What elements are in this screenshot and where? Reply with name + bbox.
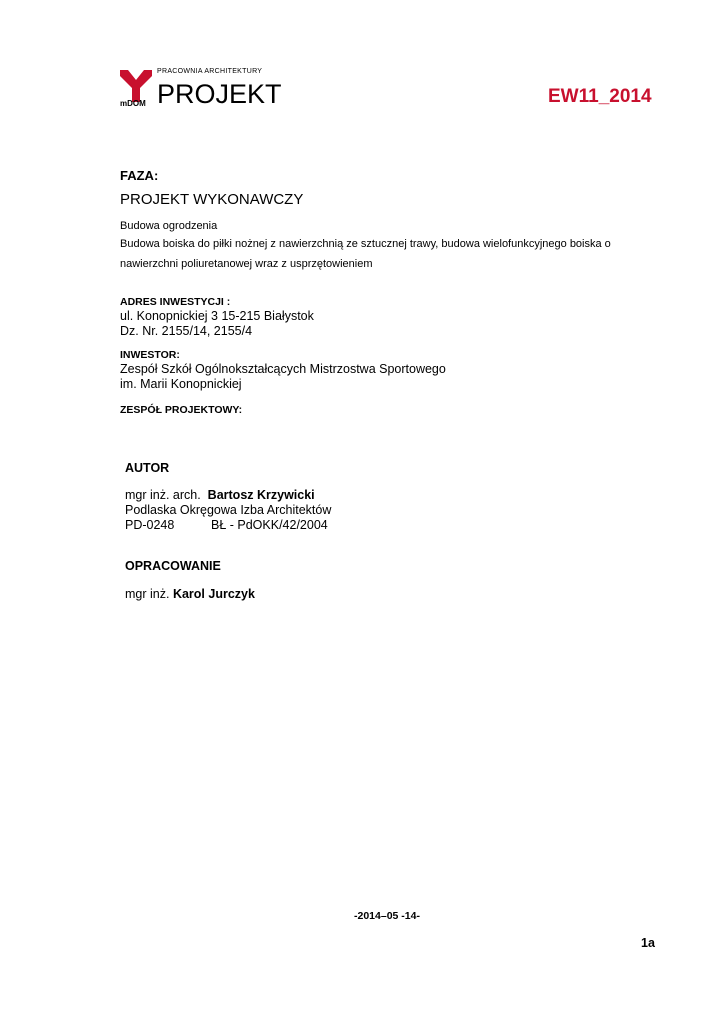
investor-line-1: Zespół Szkół Ogólnokształcących Mistrzostwa Sportowego [120,362,446,376]
author-chamber: Podlaska Okręgowa Izba Architektów [125,503,332,517]
author-name-line [125,488,315,502]
scope-line-1: Budowa ogrodzenia [120,220,218,232]
scope-line-2: Budowa boiska do piłki nożnej z nawierzchnią ze sztucznej trawy, budowa wielofunkcyjnego boiska o [120,238,611,250]
team-label: ZESPÓŁ PROJEKTOWY: [120,404,243,416]
author-title: mgr inż. arch. [125,488,201,502]
document-date: -2014–05 -14- [354,910,420,922]
prepared-heading: OPRACOWANIE [125,559,221,573]
prepared-title: mgr inż. [125,587,170,601]
scope-line-3: nawierzchni poliuretanowej wraz z usprzętowieniem [120,258,373,270]
phase-label: FAZA: [120,168,159,183]
document-code: EW11_2014 [548,86,652,107]
address-label: ADRES INWESTYCJI : [120,296,231,308]
logo-name: PROJEKT [157,79,282,109]
prepared-name-line [125,587,255,601]
author-heading: AUTOR [125,461,170,475]
investor-line-2: im. Marii Konopnickiej [120,377,242,391]
address-line-2: Dz. Nr. 2155/14, 2155/4 [120,324,253,338]
author-license: BŁ - PdOKK/42/2004 [211,518,328,532]
logo-mark-shape [120,70,152,102]
logo-small-text: mDOM [120,99,146,108]
prepared-name: Karol Jurczyk [172,587,255,601]
logo-subtitle: PRACOWNIA ARCHITEKTURY [157,68,263,75]
logo-mark-icon [120,70,152,102]
address-line-1: ul. Konopnickiej 3 15-215 Białystok [120,309,314,323]
investor-label: INWESTOR: [120,349,180,361]
phase-value: PROJEKT WYKONAWCZY [120,191,304,208]
author-name: Bartosz Krzywicki [207,488,315,502]
author-member-number: PD-0248 [125,518,175,532]
page-label: 1a [641,936,655,950]
